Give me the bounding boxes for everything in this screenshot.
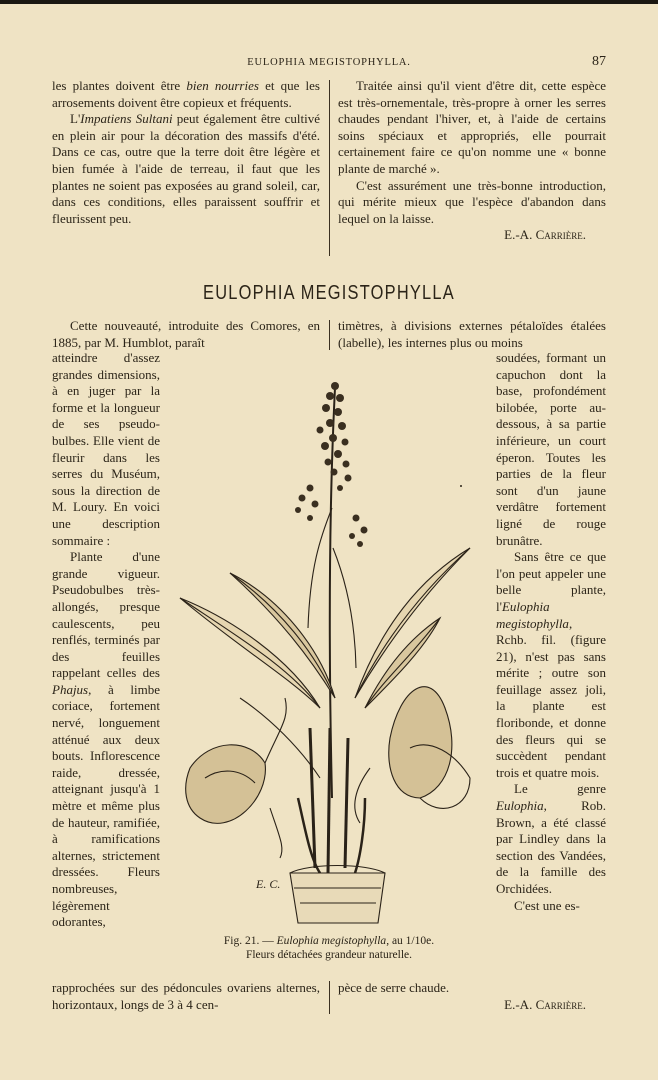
paragraph: atteindre d'assez grandes dimensions, à en juger par la forme et la longueur de ses pseudo-bulbes. Elle vient de fleurir dans les serres du Muséum, sous la direction de M. Loury. En voici une description sommaire : — [52, 350, 160, 548]
signature: E.-A. Carrière. — [504, 227, 586, 243]
article-title: EULOPHIA MEGISTOPHYLLA — [203, 282, 455, 304]
paragraph: soudées, formant un capuchon dont la base, profondément bilobée, porte au-dessous, à sa partie inférieure, un court éperon. Toutes les parties de la fleur sont d'un jaune verdâtre fortement ligné de rouge brunâtre. — [496, 350, 606, 548]
top-left-column — [52, 78, 320, 227]
column-rule — [329, 320, 330, 350]
intro-left: Cette nouveauté, introduite des Comores, en 1885, par M. Humblot, paraît — [52, 318, 320, 350]
page-number: 87 — [592, 54, 606, 69]
narrow-left-column — [52, 350, 160, 931]
paragraph: C'est assurément une très-bonne introduction, qui mérite mieux que l'espèce d'abandon dans lequel on la laisse. — [338, 177, 606, 226]
paragraph: Le genre Eulophia, Rob. Brown, a été classé par Lindley dans la section des Vandées, de la famille des Orchidées. — [496, 781, 606, 896]
figure-caption — [170, 934, 488, 962]
column-rule — [329, 80, 330, 256]
intro-right: timètres, à divisions externes pétaloïdes étalées (labelle), les internes plus ou moins — [338, 318, 606, 350]
paragraph: C'est une es- — [514, 897, 580, 913]
artist-mark: E. C. — [256, 877, 281, 891]
signature: E.-A. Carrière. — [504, 996, 586, 1012]
paragraph: Traitée ainsi qu'il vient d'être dit, cette espèce est très-ornementale, très-propre à orner les serres chaudes pendant l'hiver, et, à l'aide de certains soins spéciaux et appropriés, elle pourrait certainement faire ce qu'on nomme une « bonne plante de marché ». — [338, 78, 606, 176]
caption-line-2: Fleurs détachées grandeur naturelle. — [245, 949, 413, 961]
top-right-column — [338, 78, 606, 244]
bottom-left-lines: rapprochées sur des pédoncules ovariens alternes, horizontaux, longs de 3 à 4 cen- — [52, 980, 320, 1012]
paragraph: Plante d'une grande vigueur. Pseudobulbes très-allongés, presque caulescents, peu renflés, terminés par des feuilles rappelant celles des Phajus, à limbe coriace, fortement nervé, longuement atténué aux deux bouts. Inflorescence raide, dressée, atteignant jusqu'à 1 mètre et même plus de hauteur, ramifiée, à ramifications alternes, strictement dressées. Fleurs nombreuses, légèrement odorantes, — [52, 549, 160, 930]
running-header — [52, 54, 606, 73]
running-title: EULOPHIA MEGISTOPHYLLA. — [247, 57, 411, 68]
paragraph: les plantes doivent être bien nourries et que les arrosements doivent être copieux et fréquents. — [52, 78, 320, 110]
column-rule — [329, 981, 330, 1014]
bottom-right-lines: pèce de serre chaude. E.-A. Carrière. — [338, 980, 606, 1013]
caption-line-1: Fig. 21. — Eulophia megistophylla, au 1/10e. — [223, 935, 435, 947]
paragraph: L'Impatiens Sultani peut également être cultivé en plein air pour la décoration des massifs d'été. Dans ce cas, outre que la terre doit être légère et bien fumée à l'aide de terreau, il faut que les plantes ne soient pas exposées au grand soleil, car, dans ces conditions, elles paraissent souffrir et fleurissent peu. — [52, 111, 320, 226]
orchid-illustration — [170, 368, 488, 928]
paragraph: Sans être ce que l'on peut appeler une belle plante, l'Eulophia megistophylla, Rchb. fil. (figure 21), n'est pas sans mérite ; outre son feuillage assez joli, la plante est floribonde, et donne des fleurs qui se succèdent pendant trois et quatre mois. — [496, 549, 606, 780]
narrow-right-column — [496, 350, 606, 914]
